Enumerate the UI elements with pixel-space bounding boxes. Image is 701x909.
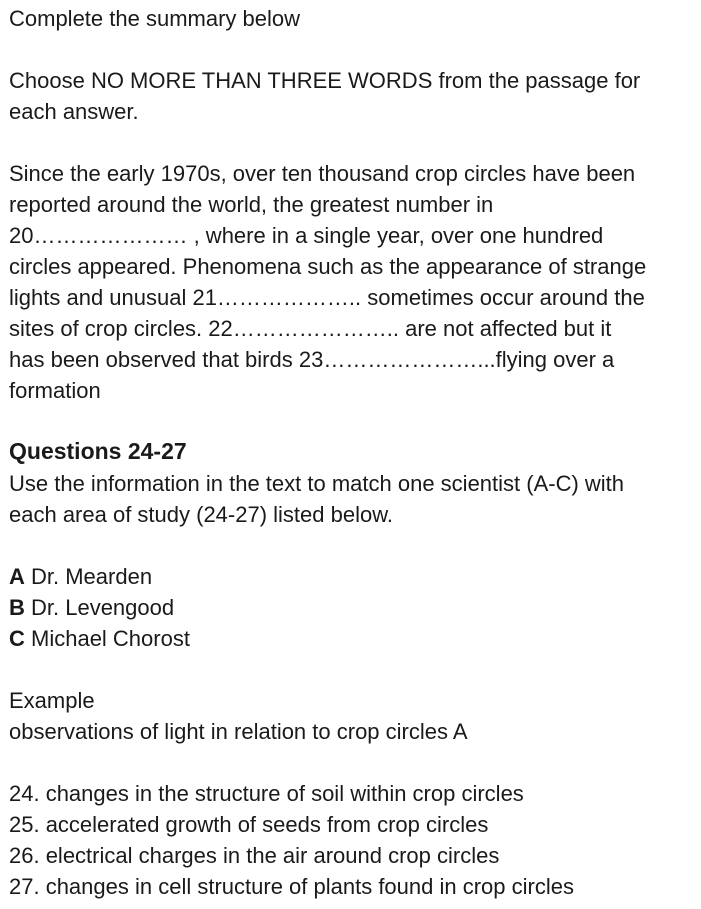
scientist-item (9, 561, 694, 592)
summary-line: circles appeared. Phenomena such as the appearance of strange (9, 254, 647, 279)
question-item-25: 25. accelerated growth of seeds from crop circles (9, 812, 489, 837)
question-item-27: 27. changes in cell structure of plants found in crop circles (9, 874, 574, 899)
scientist-name: Dr. Mearden (24, 564, 153, 589)
example-label: Example (9, 688, 95, 713)
spacer (9, 34, 694, 65)
summary-instruction-title: Complete the summary below (9, 6, 301, 31)
spacer (9, 654, 694, 685)
spacer (9, 406, 694, 434)
spacer (9, 747, 694, 778)
summary-line-blank-22: sites of crop circles. 22………………….. are not affected but it (9, 316, 612, 341)
summary-paragraph (9, 158, 694, 406)
question-item-26: 26. electrical charges in the air around crop circles (9, 843, 500, 868)
summary-line-blank-21: lights and unusual 21……………….. sometimes occur around the (9, 285, 645, 310)
scientist-name: Michael Chorost (24, 626, 190, 651)
summary-line: reported around the world, the greatest number in (9, 192, 494, 217)
summary-line: Since the early 1970s, over ten thousand crop circles have been (9, 161, 636, 186)
scientist-letter: B (9, 595, 25, 620)
scientist-name: Dr. Levengood (24, 595, 175, 620)
summary-line: formation (9, 378, 101, 403)
spacer (9, 127, 694, 158)
scientist-item (9, 592, 694, 623)
scientist-item (9, 623, 694, 654)
example-text: observations of light in relation to crop circles A (9, 719, 468, 744)
scientist-letter: A (9, 564, 25, 589)
section-instruction-line-1: Use the information in the text to match one scientist (A-C) with (9, 471, 625, 496)
spacer (9, 530, 694, 561)
document-page (9, 3, 694, 902)
question-item-24: 24. changes in the structure of soil within crop circles (9, 781, 524, 806)
section-heading: Questions 24-27 (9, 438, 187, 464)
choose-instruction-line-1: Choose NO MORE THAN THREE WORDS from the passage for (9, 68, 641, 93)
scientist-letter: C (9, 626, 25, 651)
choose-instruction-line-2: each answer. (9, 99, 139, 124)
question-list (9, 778, 694, 902)
section-instruction-line-2: each area of study (24-27) listed below. (9, 502, 394, 527)
summary-line-blank-23: has been observed that birds 23…………………...flying over a (9, 347, 615, 372)
scientist-list (9, 561, 694, 654)
summary-line-blank-20: 20………………… , where in a single year, over one hundred (9, 223, 604, 248)
